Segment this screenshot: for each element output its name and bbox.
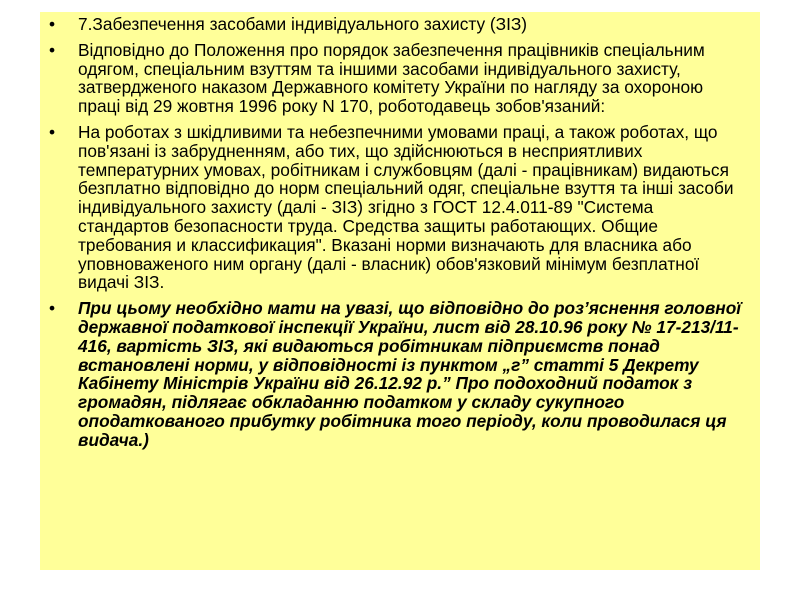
list-item: [48, 39, 746, 117]
bullet-marker: •: [48, 14, 56, 34]
paragraph-text: На роботах з шкідливими та небезпечними умовами праці, а також роботах, що пов'язані із забрудненням, або тих, що здійснюються в несприятливих температурних умовах, робітникам і службовцям (далі - працівникам) видаються безплатно відповідно до норм спеціальний одяг, спеціальне взуття та інші засоби індивідуального захисту (далі - ЗІЗ) згідно з ГОСТ 12.4.011-89 "Система стандартов безопасности труда. Средства защиты работающих. Общие требования и классификация". Вказані норми визначають для власника або уповноваженого ним органу (далі - власник) обов'язковий мінімум безплатної видачі ЗІЗ.: [78, 121, 734, 293]
list-item: [48, 12, 746, 34]
bullet-list: [48, 12, 746, 450]
note-text: При цьому необхідно мати на увазі, що відповідно до роз’яснення головної державної податкової інспекції України, лист від 28.10.96 року № 17-213/11-416, вартість ЗІЗ, які видаються робітникам підприємств понад встановлені норми, у відповідності із пунктом „г” статті 5 Декрету Кабінету Міністрів України від 26.12.92 р.” Про подоходний податок з громадян, підлягає обкладанню податком у складу сукупного оподаткованого прибутку робітника того періоду, коли проводилася ця видача.): [78, 298, 742, 450]
bullet-marker: •: [48, 121, 56, 142]
bullet-marker: •: [48, 298, 56, 319]
section-heading: 7.Забезпечення засобами індивідуального захисту (ЗІЗ): [78, 14, 528, 34]
list-item: [48, 121, 746, 293]
list-item: [48, 298, 746, 450]
bullet-marker: •: [48, 39, 56, 60]
slide-content-box: [40, 12, 760, 570]
paragraph-text: Відповідно до Положення про порядок забезпечення працівників спеціальним одягом, спеціальним взуттям та іншими засобами індивідуального захисту, затвердженого наказом Державного комітету України по нагляду за охороною праці від 29 жовтня 1996 року N 170, роботодавець зобов'язаний:: [78, 39, 705, 117]
